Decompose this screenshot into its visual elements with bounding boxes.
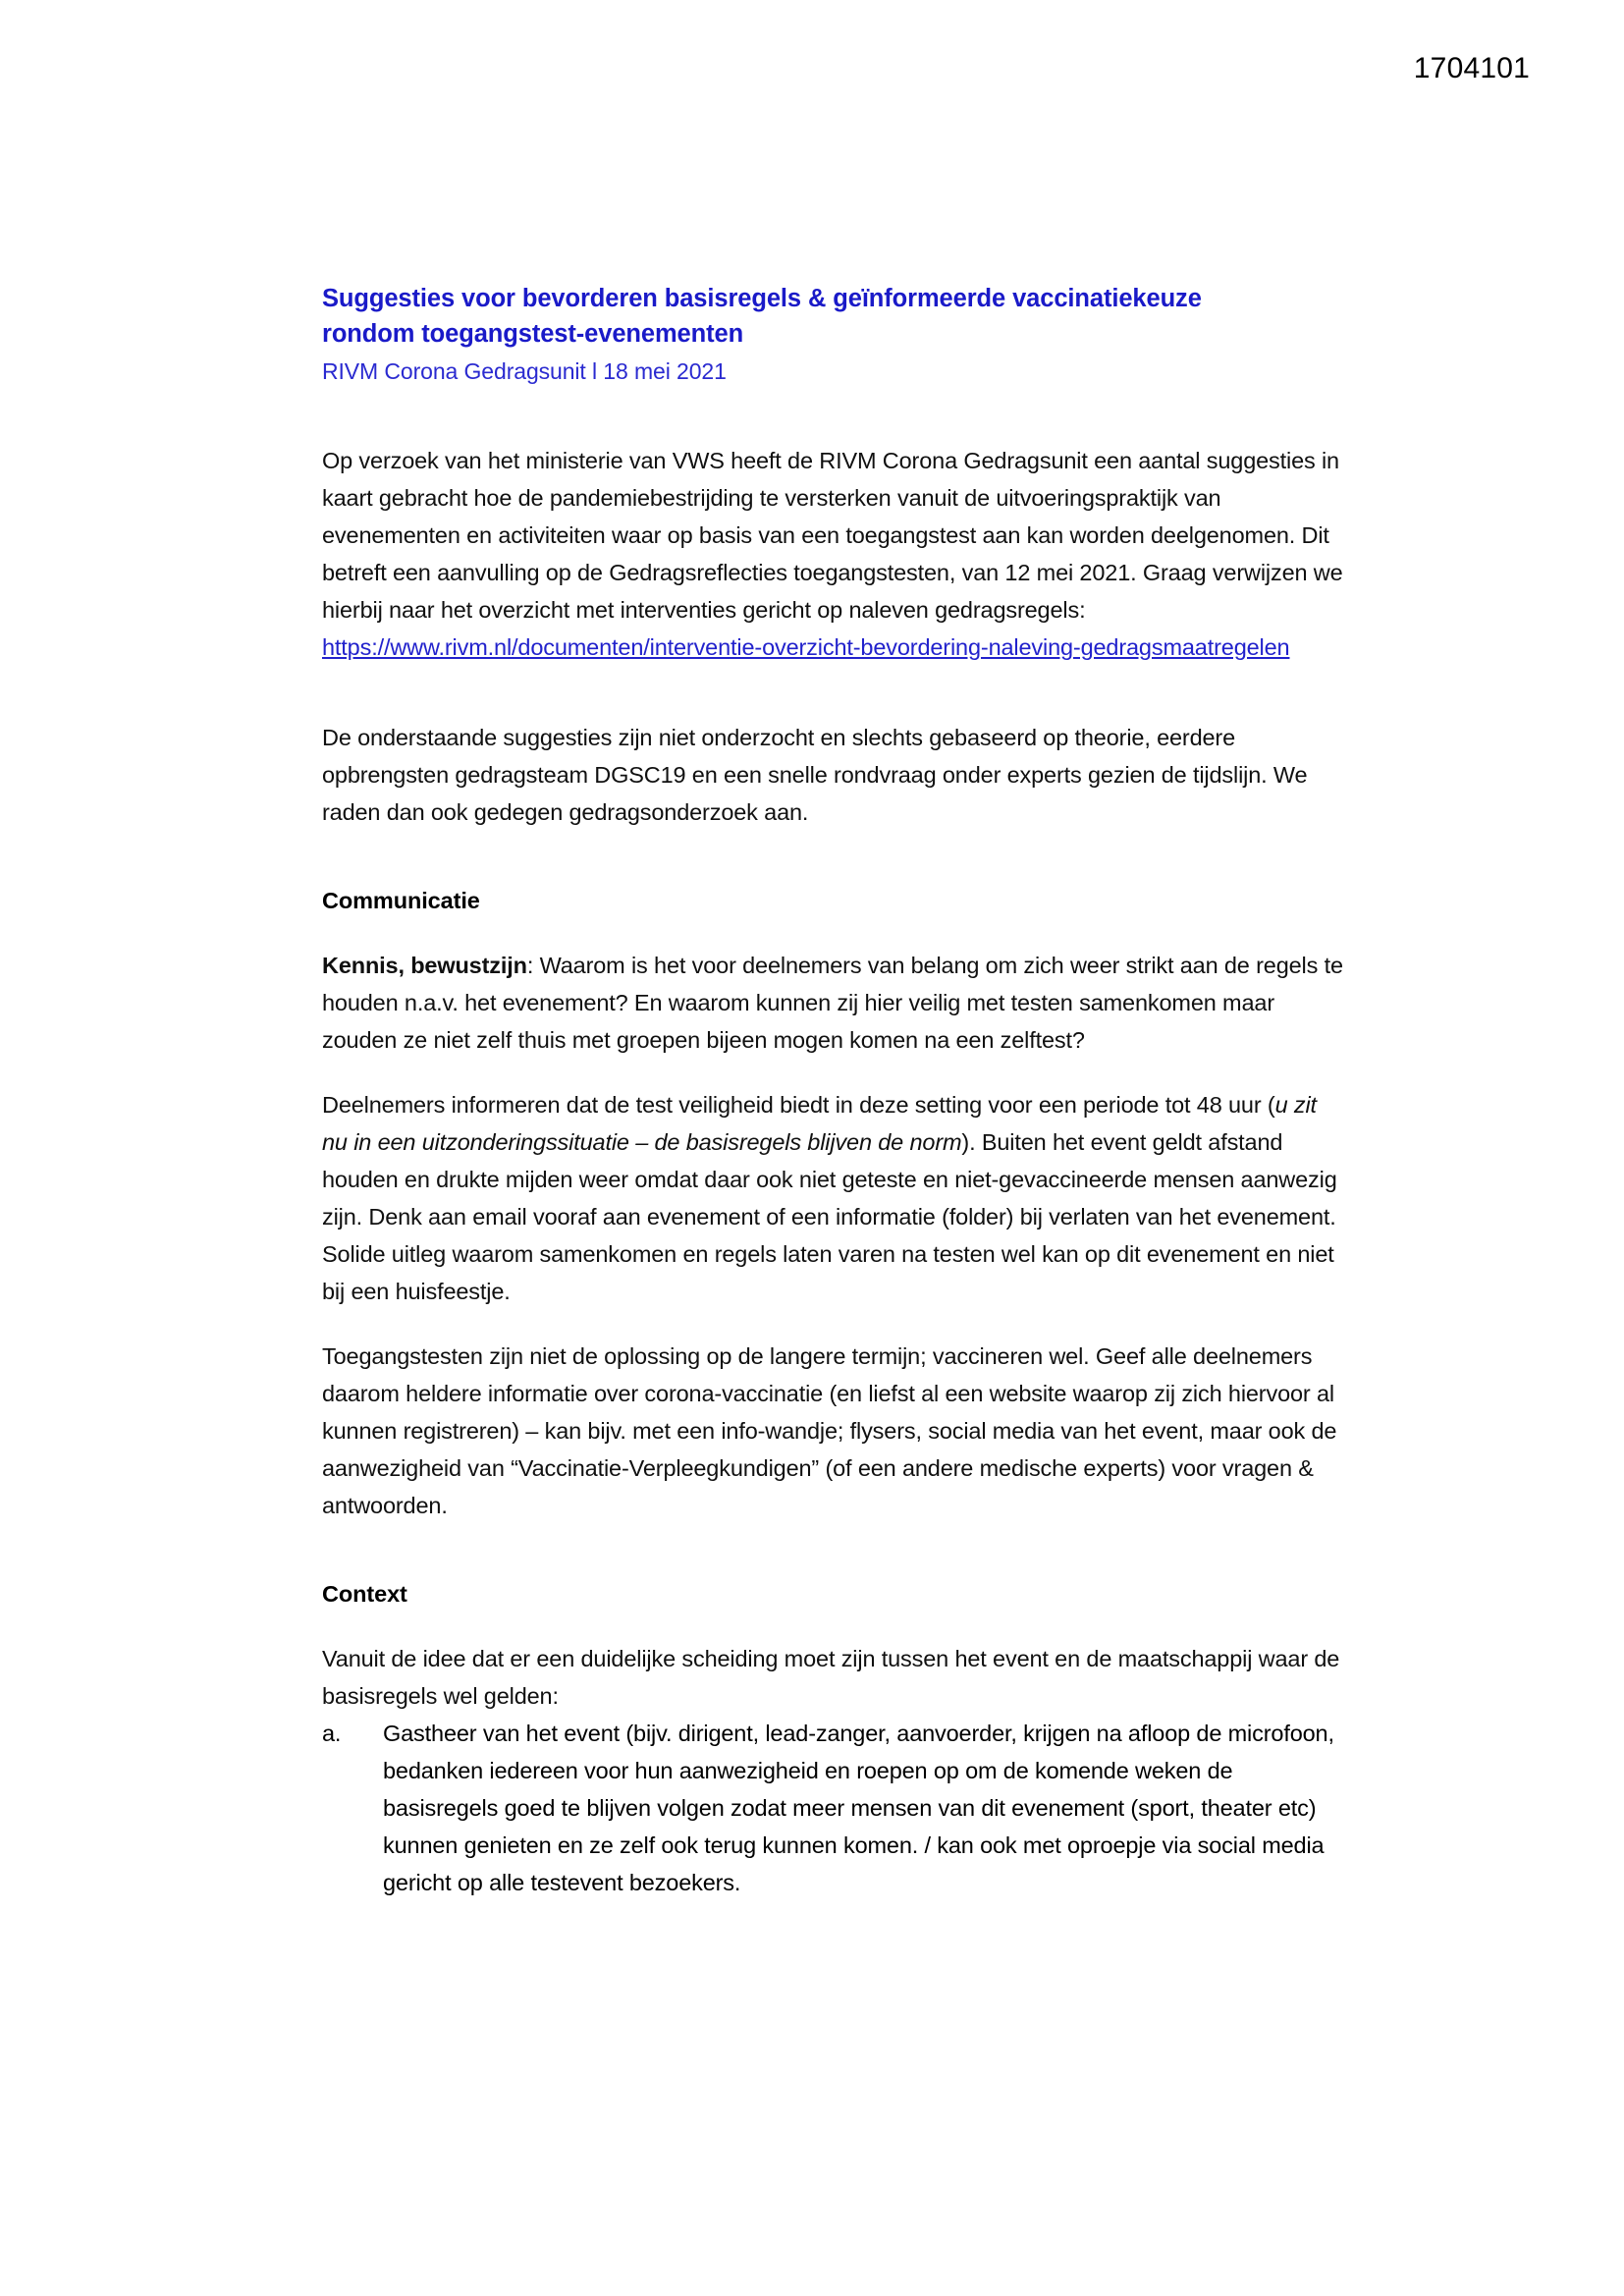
page-title-line-2: rondom toegangstest-evenementen — [322, 320, 744, 349]
page-title — [322, 281, 1345, 352]
section-heading-context: Context — [322, 1581, 407, 1608]
context-lettered-list — [322, 1715, 1345, 1901]
document-subtitle: RIVM Corona Gedragsunit l 18 mei 2021 — [322, 358, 727, 385]
deelnemers-informeren-paragraph — [322, 1086, 1345, 1310]
list-item-marker: a. — [322, 1720, 342, 1746]
spacer — [322, 858, 1345, 884]
spacer — [322, 693, 1345, 719]
spacer — [322, 1552, 1345, 1577]
deelnemers-italic-clause: u zit nu in een uitzonderingssituatie – de basisregels blijven de norm — [322, 1091, 1317, 1155]
intro-paragraph-1: Op verzoek van het ministerie van VWS heeft de RIVM Corona Gedragsunit een aantal suggesties in kaart gebracht hoe de pandemiebestrijding te versterken vanuit de uitvoeringspraktijk van evenementen en activiteiten waar op basis van een toegangstest aan kan worden deelgenomen. Dit betreft een aanvulling op de Gedragsreflecties toegangstesten, van 12 mei 2021. Graag verwijzen we hierbij naar het overzicht met interventies gericht op naleven gedragsregels: — [322, 447, 1343, 623]
document-body — [322, 281, 1345, 1909]
list-item — [322, 1715, 1345, 1901]
kennis-bewustzijn-paragraph — [322, 947, 1345, 1059]
rivm-interventie-overzicht-link[interactable]: https://www.rivm.nl/documenten/interventie-overzicht-bevordering-naleving-gedragsmaatregelen — [322, 634, 1290, 661]
intro-paragraph-2: De onderstaande suggesties zijn niet onderzocht en slechts gebaseerd op theorie, eerdere opbrengsten gedragsteam DGSC19 en een snelle rondvraag onder experts gezien de tijdslijn. We raden dan ook gedegen gedragsonderzoek aan. — [322, 725, 1308, 826]
page-title-line-1: Suggesties voor bevorderen basisregels & geïnformeerde vaccinatiekeuze — [322, 285, 1202, 312]
document-id-header: 1704101 — [1413, 52, 1530, 84]
reference-link-block — [322, 629, 1345, 666]
kennis-bewustzijn-text: : Waarom is het voor deelnemers van belang om zich weer strikt aan de regels te houden n.a.v. het evenement? En waarom kunnen zij hier veilig met testen samenkomen maar zouden ze niet zelf thuis met groepen bijeen mogen komen na een zelftest? — [322, 952, 1343, 1053]
section-heading-communicatie: Communicatie — [322, 888, 480, 914]
toegangstesten-paragraph: Toegangstesten zijn niet de oplossing op de langere termijn; vaccineren wel. Geef alle deelnemers daarom heldere informatie over corona-vaccinatie (en liefst al een website waarop zij zich hiervoor al kunnen registreren) – kan bijv. met een info-wandje; flysers, social media van het event, maar ook de aanwezigheid van “Vaccinatie-Verpleegkundigen” (of een andere medische experts) voor vragen & antwoorden. — [322, 1343, 1337, 1519]
deelnemers-text-part-1: Deelnemers informeren dat de test veiligheid biedt in deze setting voor een periode tot 48 uur ( — [322, 1091, 1275, 1118]
deelnemers-text-part-2: ). Buiten het event geldt afstand houden en drukte mijden weer omdat daar ook niet geteste en niet-gevaccineerde mensen aanwezig zijn. Denk aan email vooraf aan evenement of een informatie (folder) bij verlaten van het evenement. Solide uitleg waarom samenkomen en regels laten varen na testen wel kan op dit evenement en niet bij een huisfeestje. — [322, 1128, 1337, 1305]
context-intro-paragraph: Vanuit de idee dat er een duidelijke scheiding moet zijn tussen het event en de maatschappij waar de basisregels wel gelden: — [322, 1645, 1340, 1709]
spacer — [322, 389, 1345, 442]
list-item-text: Gastheer van het event (bijv. dirigent, lead-zanger, aanvoerder, krijgen na afloop de microfoon, bedanken iedereen voor hun aanwezigheid en roepen op om de komende weken de basisregels goed te blijven volgen zodat meer mensen van dit evenement (sport, theater etc) kunnen genieten en ze zelf ook terug kunnen komen. / kan ook met oproepje via social media gericht op alle testevent bezoekers. — [383, 1720, 1334, 1896]
kennis-bewustzijn-label: Kennis, bewustzijn — [322, 952, 527, 978]
